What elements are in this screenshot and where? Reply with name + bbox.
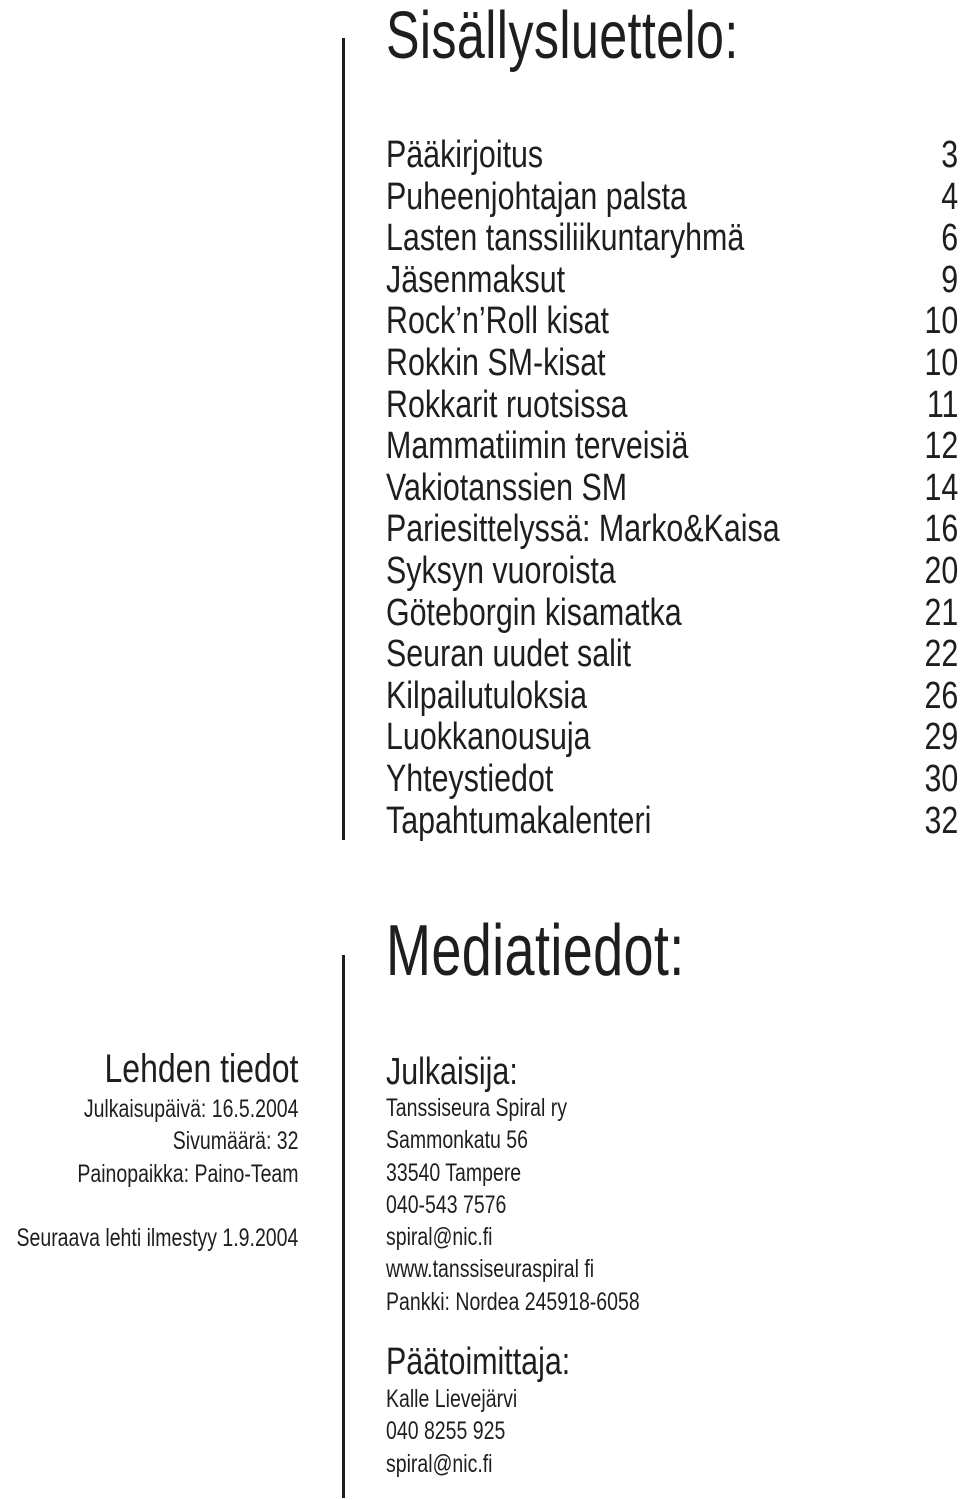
toc-row: [386, 260, 958, 302]
toc-page-number: 10: [924, 341, 958, 384]
vertical-divider-top: [342, 38, 345, 840]
toc-page-number: 10: [924, 300, 958, 343]
toc-row: [386, 343, 958, 385]
toc-row: [386, 385, 958, 427]
toc-page-number: 21: [924, 591, 958, 634]
toc-label: Yhteystiedot: [386, 757, 554, 800]
toc-label: Pariesittelyssä: Marko&Kaisa: [386, 508, 780, 551]
toc-page-number: 20: [924, 549, 958, 592]
toc-label: Mammatiimin terveisiä: [386, 425, 689, 468]
toc-row: [386, 676, 958, 718]
toc-label: Rock’n’Roll kisat: [386, 300, 609, 343]
julkaisija-heading: Julkaisija:: [386, 1051, 518, 1093]
toc-list: [386, 135, 958, 842]
toc-page-number: 6: [941, 217, 958, 260]
toc-label: Luokkanousuja: [386, 716, 591, 759]
paatoimittaja-list: [386, 1383, 554, 1480]
toc-page-number: 4: [941, 175, 958, 218]
page-count: Sivumäärä: 32: [172, 1127, 298, 1156]
toc-row: [386, 634, 958, 676]
toc-page-number: 12: [924, 425, 958, 468]
toc-row: [386, 426, 958, 468]
toc-row: [386, 801, 958, 843]
publisher-email: spiral@nic.fi: [386, 1223, 493, 1252]
toc-page-number: 26: [924, 674, 958, 717]
toc-row: [386, 551, 958, 593]
publisher-name: Tanssiseura Spiral ry: [386, 1094, 567, 1122]
toc-label: Vakiotanssien SM: [386, 466, 628, 509]
toc-label: Lasten tanssiliikuntaryhmä: [386, 217, 745, 260]
toc-label: Rokkin SM-kisat: [386, 341, 606, 384]
toc-row: [386, 301, 958, 343]
editor-email: spiral@nic.fi: [386, 1449, 493, 1478]
toc-page-number: 14: [924, 466, 958, 509]
next-issue-note: Seuraava lehti ilmestyy 1.9.2004: [16, 1224, 298, 1252]
toc-label: Puheenjohtajan palsta: [386, 175, 687, 218]
toc-page-number: 29: [924, 716, 958, 759]
lehden-tiedot-heading: Lehden tiedot: [104, 1047, 298, 1091]
print-location: Painopaikka: Paino-Team: [76, 1159, 298, 1188]
toc-label: Rokkarit ruotsissa: [386, 383, 628, 426]
lehden-tiedot-list: [15, 1093, 299, 1190]
publisher-phone: 040-543 7576: [386, 1190, 507, 1219]
toc-label: Jäsenmaksut: [386, 258, 566, 301]
publisher-street: Sammonkatu 56: [386, 1126, 528, 1155]
toc-page-number: 22: [924, 633, 958, 676]
publisher-city: 33540 Tampere: [386, 1158, 522, 1187]
toc-row: [386, 593, 958, 635]
toc-label: Tapahtumakalenteri: [386, 799, 652, 842]
toc-row: [386, 468, 958, 510]
toc-label: Syksyn vuoroista: [386, 549, 616, 592]
toc-page-number: 32: [924, 799, 958, 842]
toc-row: [386, 759, 958, 801]
editor-name: Kalle Lievejärvi: [386, 1385, 518, 1413]
editor-phone: 040 8255 925: [386, 1417, 506, 1446]
publisher-website: www.tanssiseuraspiral fi: [386, 1255, 595, 1284]
media-title: Mediatiedot:: [386, 911, 685, 991]
toc-row: [386, 135, 958, 177]
toc-label: Kilpailutuloksia: [386, 674, 588, 717]
toc-page-number: 30: [924, 757, 958, 800]
toc-page-number: 11: [926, 383, 958, 426]
julkaisija-list: [386, 1092, 711, 1318]
publisher-bank: Pankki: Nordea 245918-6058: [386, 1287, 640, 1316]
toc-row: [386, 218, 958, 260]
toc-page-number: 3: [941, 134, 958, 176]
toc-row: [386, 509, 958, 551]
toc-page-number: 16: [924, 508, 958, 551]
toc-page-number: 9: [941, 258, 958, 301]
toc-label: Pääkirjoitus: [386, 134, 544, 176]
toc-row: [386, 177, 958, 219]
toc-label: Seuran uudet salit: [386, 633, 632, 676]
vertical-divider-bottom: [342, 955, 345, 1498]
toc-title: Sisällysluettelo:: [386, 0, 739, 73]
publish-date: Julkaisupäivä: 16.5.2004: [83, 1095, 298, 1123]
toc-label: Göteborgin kisamatka: [386, 591, 682, 634]
paatoimittaja-heading: Päätoimittaja:: [386, 1341, 571, 1383]
toc-row: [386, 717, 958, 759]
